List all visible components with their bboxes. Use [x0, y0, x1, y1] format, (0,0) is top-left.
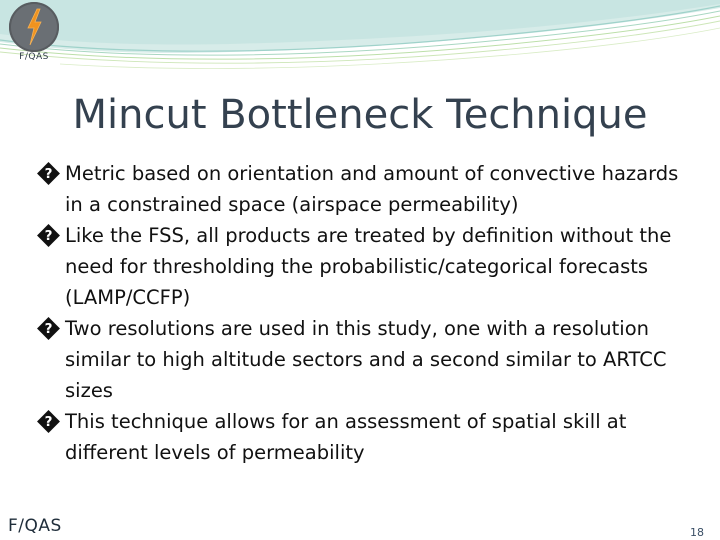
bullet-item [36, 220, 686, 313]
replacement-character-icon [36, 409, 61, 434]
logo-top [6, 2, 62, 66]
replacement-character-icon [36, 161, 61, 186]
bullet-list [36, 158, 686, 468]
svg-text:?: ? [44, 414, 53, 431]
svg-text:?: ? [44, 228, 53, 245]
svg-text:?: ? [44, 321, 53, 338]
replacement-character-icon [36, 316, 61, 341]
bullet-text: Metric based on orientation and amount of convective hazards in a constrained space (airspace permeability) [65, 162, 679, 216]
logo-bottom: F/QAS [8, 516, 62, 536]
decorative-banner [0, 0, 720, 80]
lightning-bolt-icon [22, 8, 46, 46]
bullet-item [36, 406, 686, 468]
slide-title: Mincut Bottleneck Technique [72, 92, 648, 138]
logo-top-text: F/QAS [19, 52, 49, 62]
replacement-character-icon [36, 223, 61, 248]
bullet-text: Two resolutions are used in this study, one with a resolution similar to high altitude sectors and a second similar to ARTCC sizes [65, 317, 667, 402]
bullet-text: Like the FSS, all products are treated by definition without the need for thresholding the probabilistic/categorical forecasts (LAMP/CCFP) [65, 224, 672, 309]
bullet-item [36, 313, 686, 406]
bullet-item [36, 158, 686, 220]
svg-text:?: ? [44, 166, 53, 183]
slide-number: 18 [690, 526, 704, 539]
bullet-text: This technique allows for an assessment of spatial skill at different levels of permeability [65, 410, 627, 464]
